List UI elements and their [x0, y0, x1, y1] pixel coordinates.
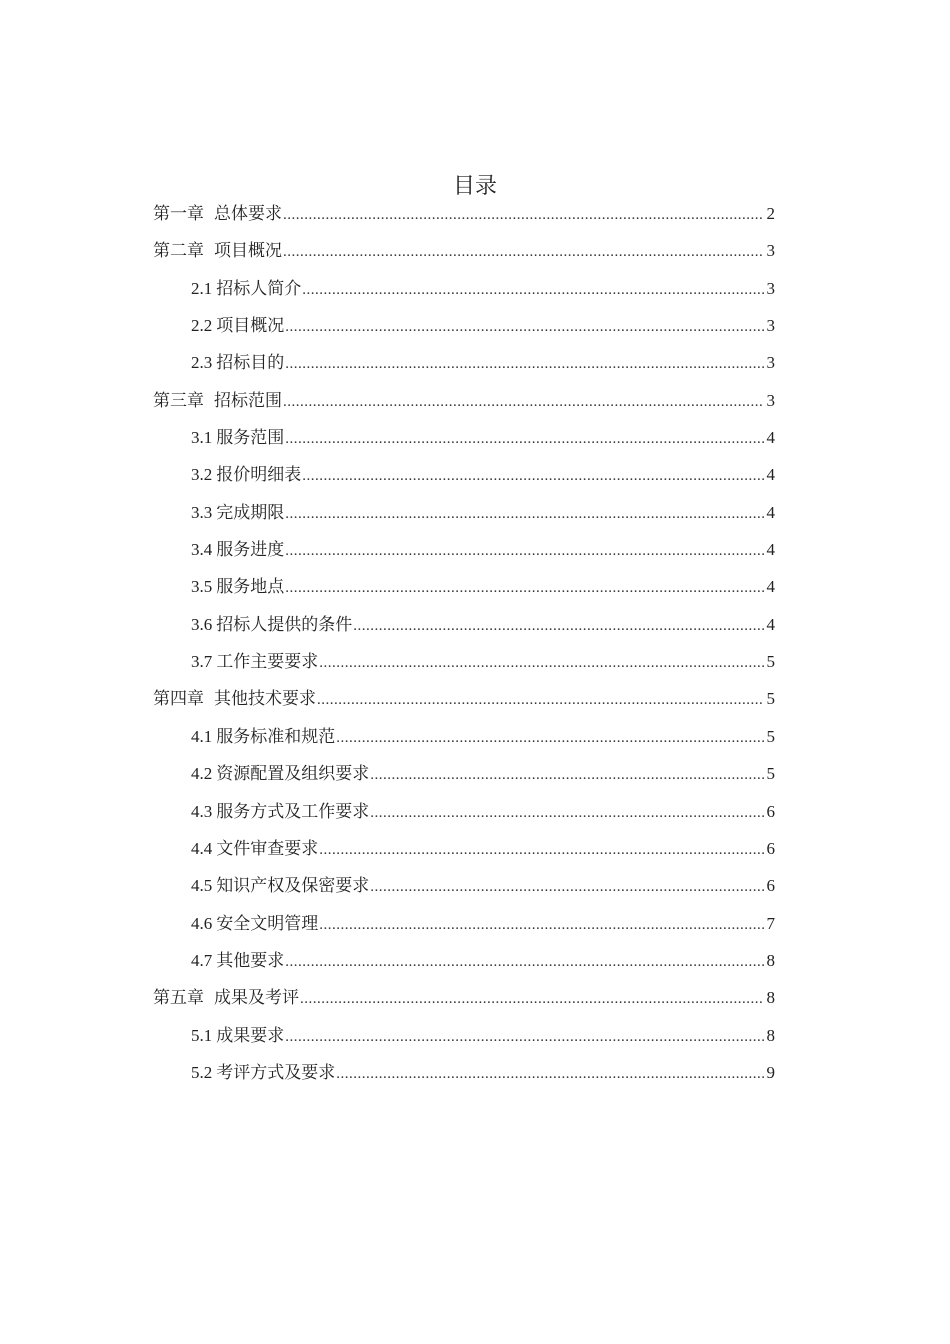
- dot-leader: [283, 236, 764, 267]
- dot-leader: [285, 311, 764, 342]
- toc-entry-section-3-1[interactable]: [153, 423, 775, 460]
- toc-page-number: 8: [766, 988, 775, 1008]
- dot-leader: [283, 199, 764, 230]
- toc-page-number: 4: [766, 540, 775, 560]
- toc-entry-section-5-1[interactable]: [153, 1021, 775, 1058]
- toc-entry-section-3-2[interactable]: [153, 460, 775, 497]
- toc-entry-section-4-6[interactable]: [153, 909, 775, 946]
- toc-page-number: 9: [766, 1062, 775, 1082]
- toc-entry-section-4-1[interactable]: [153, 722, 775, 759]
- toc-page-number: 4: [766, 614, 775, 634]
- toc-entry-label: 第一章 总体要求: [153, 204, 282, 223]
- toc-entry-chapter-2[interactable]: [153, 236, 775, 273]
- dot-leader: [285, 535, 764, 566]
- dot-leader: [285, 1021, 764, 1052]
- dot-leader: [285, 498, 764, 529]
- toc-entry-label: 4.7 其他要求: [191, 950, 285, 970]
- toc-entry-label: 4.2 资源配置及组织要求: [191, 764, 370, 784]
- toc-entry-label: 3.1 服务范围: [191, 428, 285, 448]
- toc-entry-label: 4.6 安全文明管理: [191, 913, 319, 933]
- dot-leader: [302, 274, 764, 305]
- toc-entry-section-4-5[interactable]: [153, 871, 775, 908]
- toc-entry-label: 3.6 招标人提供的条件: [191, 614, 353, 634]
- toc-page-number: 2: [766, 204, 775, 223]
- toc-entry-section-4-2[interactable]: [153, 759, 775, 796]
- toc-page-number: 3: [766, 278, 775, 298]
- dot-leader: [319, 834, 764, 865]
- toc-entry-label: 4.5 知识产权及保密要求: [191, 876, 370, 896]
- toc-entry-section-3-4[interactable]: [153, 535, 775, 572]
- toc-entry-label: 2.3 招标目的: [191, 353, 285, 373]
- dot-leader: [285, 572, 764, 603]
- toc-page-number: 8: [766, 950, 775, 970]
- dot-leader: [370, 797, 764, 828]
- toc-entry-label: 第三章 招标范围: [153, 390, 282, 410]
- toc-page-number: 4: [766, 502, 775, 522]
- toc-page-number: 3: [766, 353, 775, 373]
- dot-leader: [285, 946, 764, 977]
- toc-entry-label: 3.4 服务进度: [191, 540, 285, 560]
- toc-page-number: 7: [766, 913, 775, 933]
- toc-entry-label: 3.3 完成期限: [191, 502, 285, 522]
- toc-entry-chapter-5[interactable]: [153, 983, 775, 1020]
- dot-leader: [302, 460, 764, 491]
- toc-entry-section-2-1[interactable]: [153, 274, 775, 311]
- toc-entry-section-3-3[interactable]: [153, 498, 775, 535]
- toc-entry-section-3-7[interactable]: [153, 647, 775, 684]
- toc-entry-label: 5.1 成果要求: [191, 1025, 285, 1045]
- toc-page-number: 6: [766, 838, 775, 858]
- toc-entry-label: 5.2 考评方式及要求: [191, 1062, 336, 1082]
- dot-leader: [285, 423, 764, 454]
- toc-entry-label: 第四章 其他技术要求: [153, 689, 316, 709]
- dot-leader: [285, 348, 764, 379]
- toc-entry-section-5-2[interactable]: [153, 1058, 775, 1095]
- toc-entry-section-2-3[interactable]: [153, 348, 775, 385]
- toc-entry-label: 3.7 工作主要要求: [191, 652, 319, 672]
- toc-entry-label: 3.5 服务地点: [191, 577, 285, 597]
- toc-page-number: 5: [766, 652, 775, 672]
- dot-leader: [336, 722, 764, 753]
- toc-entry-chapter-3[interactable]: [153, 386, 775, 423]
- dot-leader: [336, 1058, 764, 1089]
- toc-entry-section-2-2[interactable]: [153, 311, 775, 348]
- table-of-contents: [153, 199, 775, 1095]
- toc-page-number: 5: [766, 764, 775, 784]
- dot-leader: [317, 684, 764, 715]
- toc-page-number: 5: [766, 689, 775, 709]
- toc-page-number: 3: [766, 241, 775, 261]
- dot-leader: [300, 983, 764, 1014]
- toc-entry-label: 4.3 服务方式及工作要求: [191, 801, 370, 821]
- toc-entry-label: 4.4 文件审查要求: [191, 838, 319, 858]
- dot-leader: [370, 759, 764, 790]
- dot-leader: [370, 871, 764, 902]
- toc-entry-section-4-3[interactable]: [153, 797, 775, 834]
- dot-leader: [319, 909, 764, 940]
- toc-entry-label: 3.2 报价明细表: [191, 465, 302, 485]
- toc-entry-chapter-4[interactable]: [153, 684, 775, 721]
- dot-leader: [353, 610, 764, 641]
- toc-entry-section-4-7[interactable]: [153, 946, 775, 983]
- toc-entry-label: 第五章 成果及考评: [153, 988, 299, 1008]
- toc-entry-label: 2.1 招标人简介: [191, 278, 302, 298]
- toc-entry-section-3-6[interactable]: [153, 610, 775, 647]
- toc-entry-chapter-1[interactable]: [153, 199, 775, 236]
- toc-page-number: 8: [766, 1025, 775, 1045]
- dot-leader: [283, 386, 764, 417]
- toc-title: 目录: [452, 173, 497, 198]
- toc-page-number: 4: [766, 465, 775, 485]
- toc-entry-label: 2.2 项目概况: [191, 316, 285, 336]
- toc-page-number: 6: [766, 801, 775, 821]
- toc-page-number: 3: [766, 390, 775, 410]
- toc-page-number: 3: [766, 316, 775, 336]
- toc-entry-label: 4.1 服务标准和规范: [191, 726, 336, 746]
- toc-entry-label: 第二章 项目概况: [153, 241, 282, 261]
- toc-entry-section-4-4[interactable]: [153, 834, 775, 871]
- toc-page-number: 4: [766, 577, 775, 597]
- toc-page-number: 4: [766, 428, 775, 448]
- toc-page-number: 6: [766, 876, 775, 896]
- toc-entry-section-3-5[interactable]: [153, 572, 775, 609]
- toc-page-number: 5: [766, 726, 775, 746]
- dot-leader: [319, 647, 764, 678]
